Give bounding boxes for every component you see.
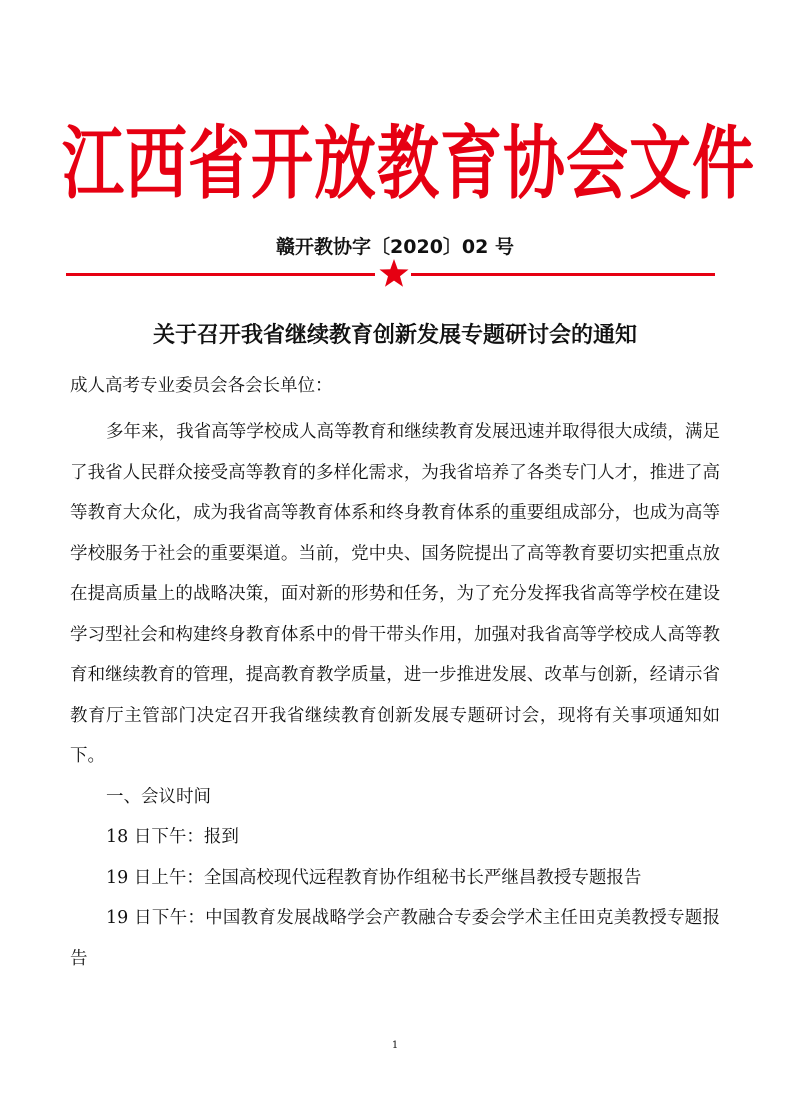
page-number: 1 [391, 1040, 399, 1051]
addressee-line: 成人高考专业委员会各会长单位： [70, 376, 333, 396]
schedule-item: 19 日下午：中国教育发展战略学会产教融合专委会学术主任田克美教授专题报告 [70, 908, 720, 969]
notice-title: 关于召开我省继续教育创新发展专题研讨会的通知 [152, 323, 637, 348]
body-paragraph: 多年来，我省高等学校成人高等教育和继续教育发展迅速并取得很大成绩，满足了我省人民群众接受高等教育的多样化需求，为我省培养了各类专门人才，推进了高等教育大众化，成为我省高等教育体系和终身教育体系的重要组成部分，也成为高等学校服务于社会的重要渠道。当前，党中央、国务院提出了高等教育要切实把重点放在提高质量上的战略决策，面对新的形势和任务，为了充分发挥我省高等学校在建设学习型社会和构建终身教育体系中的骨干带头作用，加强对我省高等学校成人高等教育和继续教育的管理，提高教育教学质量，进一步推进发展、改革与创新，经请示省教育厅主管部门决定召开我省继续教育创新发展专题研讨会，现将有关事项通知如下。 [70, 422, 720, 766]
schedule-item: 18 日下午：报到 [106, 827, 239, 847]
notice-body [70, 412, 720, 979]
document-number: 赣开教协字〔2020〕02 号 [276, 236, 514, 258]
header-rule-left [66, 273, 375, 276]
header-rule-right [411, 273, 715, 276]
section-heading-meeting-time: 一、会议时间 [106, 786, 211, 807]
document-header-title: 江西省开放教育协会文件 [62, 116, 756, 211]
red-star-icon [379, 258, 409, 288]
schedule-item: 19 日上午：全国高校现代远程教育协作组秘书长严继昌教授专题报告 [106, 867, 642, 888]
